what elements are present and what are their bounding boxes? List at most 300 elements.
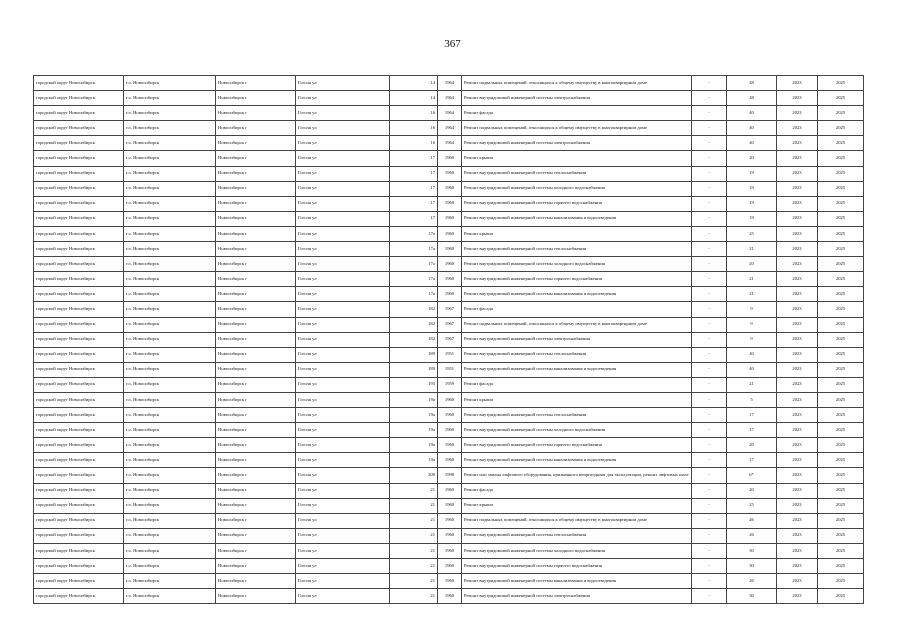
house-number-cell: 14 xyxy=(390,76,438,91)
district-cell: г.о. Новосибирск xyxy=(124,438,216,453)
build-year-cell: 1951 xyxy=(438,347,462,362)
work-type-cell: Ремонт внутридомовой инженерной системы электроснабжения xyxy=(462,136,692,151)
municipality-cell: городской округ Новосибирск xyxy=(34,559,124,574)
table-row xyxy=(34,347,864,362)
table-row xyxy=(34,392,864,407)
municipality-cell: городской округ Новосибирск xyxy=(34,287,124,302)
house-number-cell: 19а xyxy=(390,423,438,438)
municipality-cell: городской округ Новосибирск xyxy=(34,196,124,211)
cost-cell: - xyxy=(692,302,727,317)
start-year-cell: 2023 xyxy=(777,91,818,106)
work-type-cell: Ремонт внутридомовой инженерной системы холодного водоснабжения xyxy=(462,543,692,558)
municipality-cell: городской округ Новосибирск xyxy=(34,76,124,91)
build-year-cell: 1951 xyxy=(438,362,462,377)
start-year-cell: 2023 xyxy=(777,302,818,317)
municipality-cell: городской округ Новосибирск xyxy=(34,574,124,589)
street-cell: Гоголя ул xyxy=(296,226,390,241)
city-cell: Новосибирск г xyxy=(216,166,296,181)
area-cell: 21 xyxy=(727,377,777,392)
municipality-cell: городской округ Новосибирск xyxy=(34,438,124,453)
start-year-cell: 2023 xyxy=(777,574,818,589)
street-cell: Гоголя ул xyxy=(296,483,390,498)
district-cell: г.о. Новосибирск xyxy=(124,408,216,423)
house-number-cell: 14 xyxy=(390,91,438,106)
build-year-cell: 1960 xyxy=(438,211,462,226)
city-cell: Новосибирск г xyxy=(216,392,296,407)
area-cell: 19 xyxy=(727,211,777,226)
municipality-cell: городской округ Новосибирск xyxy=(34,317,124,332)
start-year-cell: 2023 xyxy=(777,76,818,91)
city-cell: Новосибирск г xyxy=(216,574,296,589)
house-number-cell: 19а xyxy=(390,392,438,407)
street-cell: Гоголя ул xyxy=(296,302,390,317)
area-cell: 30 xyxy=(727,589,777,604)
table-row xyxy=(34,151,864,166)
start-year-cell: 2023 xyxy=(777,226,818,241)
build-year-cell: 1960 xyxy=(438,392,462,407)
end-year-cell: 2025 xyxy=(818,347,864,362)
build-year-cell: 1967 xyxy=(438,302,462,317)
street-cell: Гоголя ул xyxy=(296,136,390,151)
cost-cell: - xyxy=(692,332,727,347)
end-year-cell: 2025 xyxy=(818,181,864,196)
start-year-cell: 2023 xyxy=(777,498,818,513)
house-number-cell: 16 xyxy=(390,136,438,151)
work-type-cell: Ремонт внутридомовой инженерной системы горячего водоснабжения xyxy=(462,196,692,211)
end-year-cell: 2025 xyxy=(818,166,864,181)
city-cell: Новосибирск г xyxy=(216,468,296,483)
district-cell: г.о. Новосибирск xyxy=(124,362,216,377)
district-cell: г.о. Новосибирск xyxy=(124,302,216,317)
cost-cell: - xyxy=(692,453,727,468)
work-type-cell: Ремонт внутридомовой инженерной системы холодного водоснабжения xyxy=(462,257,692,272)
district-cell: г.о. Новосибирск xyxy=(124,151,216,166)
start-year-cell: 2023 xyxy=(777,513,818,528)
cost-cell: - xyxy=(692,196,727,211)
district-cell: г.о. Новосибирск xyxy=(124,528,216,543)
municipality-cell: городской округ Новосибирск xyxy=(34,408,124,423)
end-year-cell: 2025 xyxy=(818,589,864,604)
house-number-cell: 17а xyxy=(390,272,438,287)
table-row xyxy=(34,559,864,574)
house-number-cell: 17а xyxy=(390,257,438,272)
district-cell: г.о. Новосибирск xyxy=(124,347,216,362)
city-cell: Новосибирск г xyxy=(216,498,296,513)
end-year-cell: 2025 xyxy=(818,211,864,226)
street-cell: Гоголя ул xyxy=(296,211,390,226)
table-row xyxy=(34,317,864,332)
table-row xyxy=(34,242,864,257)
street-cell: Гоголя ул xyxy=(296,242,390,257)
city-cell: Новосибирск г xyxy=(216,559,296,574)
end-year-cell: 2025 xyxy=(818,543,864,558)
street-cell: Гоголя ул xyxy=(296,423,390,438)
house-number-cell: 21 xyxy=(390,498,438,513)
house-number-cell: 17а xyxy=(390,287,438,302)
table-row xyxy=(34,287,864,302)
build-year-cell: 1960 xyxy=(438,181,462,196)
work-type-cell: Ремонт внутридомовой инженерной системы электроснабжения xyxy=(462,332,692,347)
table-row xyxy=(34,543,864,558)
street-cell: Гоголя ул xyxy=(296,468,390,483)
page-number: 367 xyxy=(444,38,461,50)
street-cell: Гоголя ул xyxy=(296,513,390,528)
area-cell: 19 xyxy=(727,181,777,196)
work-type-cell: Ремонт фасада xyxy=(462,377,692,392)
municipality-cell: городской округ Новосибирск xyxy=(34,589,124,604)
end-year-cell: 2025 xyxy=(818,377,864,392)
street-cell: Гоголя ул xyxy=(296,392,390,407)
municipality-cell: городской округ Новосибирск xyxy=(34,377,124,392)
area-cell: 48 xyxy=(727,76,777,91)
street-cell: Гоголя ул xyxy=(296,166,390,181)
city-cell: Новосибирск г xyxy=(216,242,296,257)
table-row xyxy=(34,483,864,498)
cost-cell: - xyxy=(692,287,727,302)
cost-cell: - xyxy=(692,106,727,121)
house-number-cell: 19а xyxy=(390,408,438,423)
build-year-cell: 1960 xyxy=(438,287,462,302)
work-type-cell: Ремонт подвальных помещений, относящихся к общему имуществу в многоквартирном доме xyxy=(462,317,692,332)
district-cell: г.о. Новосибирск xyxy=(124,257,216,272)
table-row xyxy=(34,136,864,151)
area-cell: 6* xyxy=(727,468,777,483)
area-cell: 17 xyxy=(727,453,777,468)
end-year-cell: 2025 xyxy=(818,136,864,151)
cost-cell: - xyxy=(692,423,727,438)
end-year-cell: 2025 xyxy=(818,91,864,106)
end-year-cell: 2025 xyxy=(818,362,864,377)
house-number-cell: 17 xyxy=(390,151,438,166)
start-year-cell: 2023 xyxy=(777,136,818,151)
start-year-cell: 2023 xyxy=(777,362,818,377)
cost-cell: - xyxy=(692,559,727,574)
build-year-cell: 1960 xyxy=(438,498,462,513)
end-year-cell: 2025 xyxy=(818,468,864,483)
end-year-cell: 2025 xyxy=(818,483,864,498)
municipality-cell: городской округ Новосибирск xyxy=(34,211,124,226)
street-cell: Гоголя ул xyxy=(296,559,390,574)
street-cell: Гоголя ул xyxy=(296,377,390,392)
street-cell: Гоголя ул xyxy=(296,121,390,136)
work-type-cell: Ремонт подвальных помещений, относящихся к общему имуществу в многоквартирном доме xyxy=(462,121,692,136)
start-year-cell: 2023 xyxy=(777,438,818,453)
city-cell: Новосибирск г xyxy=(216,332,296,347)
house-number-cell: 182 xyxy=(390,302,438,317)
city-cell: Новосибирск г xyxy=(216,151,296,166)
municipality-cell: городской округ Новосибирск xyxy=(34,166,124,181)
table-row xyxy=(34,257,864,272)
end-year-cell: 2025 xyxy=(818,408,864,423)
street-cell: Гоголя ул xyxy=(296,332,390,347)
municipality-cell: городской округ Новосибирск xyxy=(34,91,124,106)
table-row xyxy=(34,332,864,347)
municipality-cell: городской округ Новосибирск xyxy=(34,528,124,543)
build-year-cell: 1960 xyxy=(438,242,462,257)
street-cell: Гоголя ул xyxy=(296,498,390,513)
city-cell: Новосибирск г xyxy=(216,347,296,362)
end-year-cell: 2025 xyxy=(818,226,864,241)
municipality-cell: городской округ Новосибирск xyxy=(34,483,124,498)
work-type-cell: Ремонт внутридомовой инженерной системы канализования и водоотведения xyxy=(462,362,692,377)
street-cell: Гоголя ул xyxy=(296,91,390,106)
work-type-cell: Ремонт внутридомовой инженерной системы теплоснабжения xyxy=(462,242,692,257)
build-year-cell: 1964 xyxy=(438,121,462,136)
city-cell: Новосибирск г xyxy=(216,76,296,91)
build-year-cell: 1964 xyxy=(438,91,462,106)
street-cell: Гоголя ул xyxy=(296,257,390,272)
municipality-cell: городской округ Новосибирск xyxy=(34,181,124,196)
work-type-cell: Ремонт крыши xyxy=(462,498,692,513)
work-type-cell: Ремонт внутридомовой инженерной системы канализования и водоотведения xyxy=(462,574,692,589)
city-cell: Новосибирск г xyxy=(216,377,296,392)
municipality-cell: городской округ Новосибирск xyxy=(34,106,124,121)
house-number-cell: 189 xyxy=(390,347,438,362)
area-cell: 40 xyxy=(727,347,777,362)
table-row xyxy=(34,211,864,226)
end-year-cell: 2025 xyxy=(818,559,864,574)
cost-cell: - xyxy=(692,121,727,136)
district-cell: г.о. Новосибирск xyxy=(124,317,216,332)
municipality-cell: городской округ Новосибирск xyxy=(34,151,124,166)
cost-cell: - xyxy=(692,272,727,287)
district-cell: г.о. Новосибирск xyxy=(124,589,216,604)
start-year-cell: 2023 xyxy=(777,589,818,604)
house-number-cell: 17а xyxy=(390,242,438,257)
work-type-cell: Ремонт внутридомовой инженерной системы холодного водоснабжения xyxy=(462,181,692,196)
street-cell: Гоголя ул xyxy=(296,76,390,91)
street-cell: Гоголя ул xyxy=(296,151,390,166)
house-number-cell: 193 xyxy=(390,377,438,392)
municipality-cell: городской округ Новосибирск xyxy=(34,136,124,151)
start-year-cell: 2023 xyxy=(777,257,818,272)
build-year-cell: 1964 xyxy=(438,76,462,91)
area-cell: 17 xyxy=(727,408,777,423)
street-cell: Гоголя ул xyxy=(296,272,390,287)
area-cell: 26 xyxy=(727,574,777,589)
area-cell: 21 xyxy=(727,272,777,287)
area-cell: 19 xyxy=(727,166,777,181)
cost-cell: - xyxy=(692,362,727,377)
district-cell: г.о. Новосибирск xyxy=(124,91,216,106)
start-year-cell: 2023 xyxy=(777,317,818,332)
table-row xyxy=(34,574,864,589)
work-type-cell: Ремонт внутридомовой инженерной системы горячего водоснабжения xyxy=(462,272,692,287)
build-year-cell: 1960 xyxy=(438,272,462,287)
cost-cell: - xyxy=(692,347,727,362)
city-cell: Новосибирск г xyxy=(216,453,296,468)
work-type-cell: Ремонт внутридомовой инженерной системы горячего водоснабжения xyxy=(462,438,692,453)
district-cell: г.о. Новосибирск xyxy=(124,166,216,181)
house-number-cell: 200 xyxy=(390,468,438,483)
municipality-cell: городской округ Новосибирск xyxy=(34,468,124,483)
house-number-cell: 16 xyxy=(390,121,438,136)
build-year-cell: 1960 xyxy=(438,408,462,423)
city-cell: Новосибирск г xyxy=(216,196,296,211)
table-row xyxy=(34,196,864,211)
cost-cell: - xyxy=(692,574,727,589)
municipality-cell: городской округ Новосибирск xyxy=(34,453,124,468)
city-cell: Новосибирск г xyxy=(216,226,296,241)
city-cell: Новосибирск г xyxy=(216,272,296,287)
municipality-cell: городской округ Новосибирск xyxy=(34,332,124,347)
area-cell: 20 xyxy=(727,151,777,166)
table-row xyxy=(34,91,864,106)
start-year-cell: 2023 xyxy=(777,106,818,121)
start-year-cell: 2023 xyxy=(777,468,818,483)
build-year-cell: 1960 xyxy=(438,226,462,241)
city-cell: Новосибирск г xyxy=(216,317,296,332)
area-cell: 5 xyxy=(727,392,777,407)
district-cell: г.о. Новосибирск xyxy=(124,196,216,211)
house-number-cell: 182 xyxy=(390,317,438,332)
build-year-cell: 1959 xyxy=(438,377,462,392)
municipality-cell: городской округ Новосибирск xyxy=(34,423,124,438)
work-type-cell: Ремонт внутридомовой инженерной системы электроснабжения xyxy=(462,589,692,604)
municipality-cell: городской округ Новосибирск xyxy=(34,513,124,528)
build-year-cell: 1960 xyxy=(438,196,462,211)
table-row xyxy=(34,362,864,377)
build-year-cell: 1998 xyxy=(438,468,462,483)
municipality-cell: городской округ Новосибирск xyxy=(34,257,124,272)
work-type-cell: Ремонт внутридомовой инженерной системы горячего водоснабжения xyxy=(462,559,692,574)
build-year-cell: 1960 xyxy=(438,543,462,558)
cost-cell: - xyxy=(692,91,727,106)
house-number-cell: 21 xyxy=(390,528,438,543)
house-number-cell: 21 xyxy=(390,559,438,574)
street-cell: Гоголя ул xyxy=(296,589,390,604)
city-cell: Новосибирск г xyxy=(216,543,296,558)
house-number-cell: 17а xyxy=(390,226,438,241)
table-row xyxy=(34,106,864,121)
build-year-cell: 1967 xyxy=(438,317,462,332)
end-year-cell: 2025 xyxy=(818,151,864,166)
cost-cell: - xyxy=(692,226,727,241)
city-cell: Новосибирск г xyxy=(216,121,296,136)
district-cell: г.о. Новосибирск xyxy=(124,543,216,558)
house-number-cell: 21 xyxy=(390,513,438,528)
end-year-cell: 2025 xyxy=(818,332,864,347)
street-cell: Гоголя ул xyxy=(296,196,390,211)
work-type-cell: Ремонт внутридомовой инженерной системы электроснабжения xyxy=(462,91,692,106)
build-year-cell: 1960 xyxy=(438,438,462,453)
start-year-cell: 2023 xyxy=(777,332,818,347)
city-cell: Новосибирск г xyxy=(216,106,296,121)
cost-cell: - xyxy=(692,468,727,483)
district-cell: г.о. Новосибирск xyxy=(124,287,216,302)
table-row xyxy=(34,453,864,468)
build-year-cell: 1960 xyxy=(438,151,462,166)
register-body xyxy=(34,76,864,604)
cost-cell: - xyxy=(692,483,727,498)
city-cell: Новосибирск г xyxy=(216,211,296,226)
work-type-cell: Ремонт крыши xyxy=(462,151,692,166)
cost-cell: - xyxy=(692,408,727,423)
district-cell: г.о. Новосибирск xyxy=(124,106,216,121)
end-year-cell: 2025 xyxy=(818,121,864,136)
city-cell: Новосибирск г xyxy=(216,438,296,453)
end-year-cell: 2025 xyxy=(818,242,864,257)
area-cell: 40 xyxy=(727,362,777,377)
area-cell: 30 xyxy=(727,543,777,558)
work-type-cell: Ремонт внутридомовой инженерной системы теплоснабжения xyxy=(462,528,692,543)
area-cell: 9 xyxy=(727,317,777,332)
area-cell: 20 xyxy=(727,483,777,498)
table-row xyxy=(34,302,864,317)
house-number-cell: 21 xyxy=(390,543,438,558)
build-year-cell: 1960 xyxy=(438,453,462,468)
work-type-cell: Ремонт подвальных помещений, относящихся к общему имуществу в многоквартирном доме xyxy=(462,76,692,91)
street-cell: Гоголя ул xyxy=(296,362,390,377)
table-row xyxy=(34,377,864,392)
build-year-cell: 1960 xyxy=(438,423,462,438)
table-row xyxy=(34,272,864,287)
table-row xyxy=(34,166,864,181)
area-cell: 26 xyxy=(727,528,777,543)
street-cell: Гоголя ул xyxy=(296,408,390,423)
work-type-cell: Ремонт внутридомовой инженерной системы теплоснабжения xyxy=(462,408,692,423)
start-year-cell: 2023 xyxy=(777,211,818,226)
area-cell: 40 xyxy=(727,106,777,121)
district-cell: г.о. Новосибирск xyxy=(124,483,216,498)
table-row xyxy=(34,408,864,423)
build-year-cell: 1964 xyxy=(438,136,462,151)
house-number-cell: 17 xyxy=(390,166,438,181)
city-cell: Новосибирск г xyxy=(216,302,296,317)
house-number-cell: 17 xyxy=(390,181,438,196)
cost-cell: - xyxy=(692,211,727,226)
area-cell: 26 xyxy=(727,513,777,528)
district-cell: г.о. Новосибирск xyxy=(124,513,216,528)
end-year-cell: 2025 xyxy=(818,302,864,317)
build-year-cell: 1960 xyxy=(438,257,462,272)
end-year-cell: 2025 xyxy=(818,438,864,453)
work-type-cell: Ремонт фасада xyxy=(462,483,692,498)
build-year-cell: 1960 xyxy=(438,559,462,574)
house-number-cell: 19а xyxy=(390,453,438,468)
area-cell: 25 xyxy=(727,498,777,513)
cost-cell: - xyxy=(692,513,727,528)
build-year-cell: 1960 xyxy=(438,483,462,498)
district-cell: г.о. Новосибирск xyxy=(124,559,216,574)
cost-cell: - xyxy=(692,438,727,453)
work-type-cell: Ремонт внутридомовой инженерной системы теплоснабжения xyxy=(462,166,692,181)
cost-cell: - xyxy=(692,151,727,166)
house-number-cell: 17 xyxy=(390,196,438,211)
city-cell: Новосибирск г xyxy=(216,408,296,423)
city-cell: Новосибирск г xyxy=(216,287,296,302)
city-cell: Новосибирск г xyxy=(216,589,296,604)
cost-cell: - xyxy=(692,528,727,543)
start-year-cell: 2023 xyxy=(777,528,818,543)
district-cell: г.о. Новосибирск xyxy=(124,574,216,589)
district-cell: г.о. Новосибирск xyxy=(124,272,216,287)
area-cell: 20 xyxy=(727,438,777,453)
house-number-cell: 16 xyxy=(390,106,438,121)
end-year-cell: 2025 xyxy=(818,392,864,407)
work-type-cell: Ремонт внутридомовой инженерной системы канализования и водоотведения xyxy=(462,287,692,302)
municipality-cell: городской округ Новосибирск xyxy=(34,242,124,257)
start-year-cell: 2023 xyxy=(777,121,818,136)
cost-cell: - xyxy=(692,257,727,272)
build-year-cell: 1960 xyxy=(438,589,462,604)
table-row xyxy=(34,528,864,543)
district-cell: г.о. Новосибирск xyxy=(124,211,216,226)
cost-cell: - xyxy=(692,181,727,196)
municipality-cell: городской округ Новосибирск xyxy=(34,362,124,377)
table-row xyxy=(34,76,864,91)
table-row xyxy=(34,438,864,453)
